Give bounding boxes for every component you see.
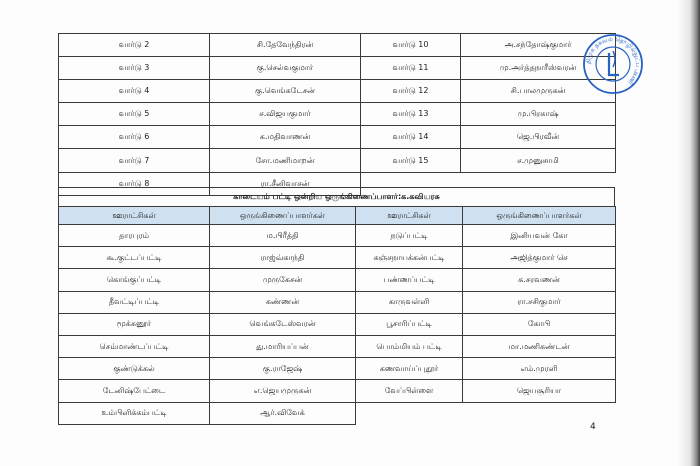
table-cell: து.மாரியப்பன் [210,335,356,357]
table-cell: பண்ணப்பட்டி [356,269,463,291]
table-cell: வார்டு 6 [59,126,210,149]
table-cell: கோபி [463,313,616,335]
header-panchayat-1: ஊராட்சிகள் [59,207,210,225]
table-cell: வெங்கடேஸ்வரன் [210,313,356,335]
table-cell: எ.ஜெயமுருகன் [210,380,356,402]
table-cell: வார்டு 8 [59,172,210,195]
table-cell: கூ.குட்டப்பட்டி [59,247,210,269]
table-cell: கு.செல்வகுமார் [210,57,361,80]
table-cell: சி.பாலமுருகன் [461,80,616,103]
table-cell: கஞ்சநாயக்கன்பட்டி [356,247,463,269]
table-cell: பூசாரிப்பட்டி [356,313,463,335]
header-coordinator-2: ஒருங்கிணைப்பாளர்கள் [463,207,616,225]
table-cell: டேனிஷ்பேட்டை [59,380,210,402]
official-seal-stamp [582,33,644,95]
table-cell: ம.பிரீத்தி [210,225,356,247]
panchayat-row [59,380,616,402]
table-cell: முருகேசன் [210,269,356,291]
panchayat-coordinators-table [58,206,616,425]
table-cell: ச.விஜயகுமார் [210,103,361,126]
table-cell: வார்டு 15 [361,149,461,172]
table-cell: ஜெயசூரியா [463,380,616,402]
table-cell: வார்டு 11 [361,57,461,80]
page-edge-shadow [678,0,700,466]
table-cell: இனியவன் கோ [463,225,616,247]
ward-row [59,126,616,149]
table-cell: மூக்கனூர் [59,313,210,335]
table-cell: தீவட்டிப்பட்டி [59,291,210,313]
table-cell: நடுப்பட்டி [356,225,463,247]
header-coordinator-1: ஒருங்கிணைப்பாளர்கள் [210,207,356,225]
table-cell: வார்டு 5 [59,103,210,126]
table-cell: மா.மணிகண்டன் [463,335,616,357]
table-cell: உம்பிளிக்கம்பட்டி [59,402,210,424]
panchayat-row [59,313,616,335]
ward-row [59,34,616,57]
table-cell: கு.வெங்கடேசன் [210,80,361,103]
table-cell: பொம்மியம் பட்டி [356,335,463,357]
ward-row [59,80,616,103]
table-cell: வார்டு 12 [361,80,461,103]
ward-row [59,103,616,126]
table-cell: ச.முனுசாமி [461,149,616,172]
panchayat-row [59,335,616,357]
ward-coordinators-table [58,33,616,196]
panchayat-row [59,225,616,247]
panchayat-row [59,269,616,291]
header-panchayat-2: ஊராட்சிகள் [356,207,463,225]
table-cell: அ.சந்தோஷ்குமார் [461,34,616,57]
panchayat-row [59,402,616,424]
table-cell: வார்டு 4 [59,80,210,103]
table-cell: தாரபுரம் [59,225,210,247]
table-cell: ஜெ.பிரவீன் [461,126,616,149]
table-cell: காருவள்ளி [356,291,463,313]
svg-text:திமுக தகவல் தொழில்நுட்ப அணி: திமுக தகவல் தொழில்நுட்ப அணி [584,35,642,86]
table-cell: சோ.மணிமாறன் [210,149,361,172]
panchayat-row [59,291,616,313]
table-cell: வார்டு 14 [361,126,461,149]
ward-row [59,57,616,80]
table-cell: மு.அர்த்தநாரீஸ்வரன் [461,57,616,80]
table-cell: க.மதிவாணன் [210,126,361,149]
table-cell: வேப்பிள்ளை [356,380,463,402]
page-number: 4 [590,422,596,432]
panchayat-row [59,358,616,380]
table-cell: கொங்குப்பட்டி [59,269,210,291]
table-cell: வார்டு 10 [361,34,461,57]
table-cell: வார்டு 3 [59,57,210,80]
table-cell: கண்ணன் [210,291,356,313]
panchayat-row [59,247,616,269]
table-cell: வார்டு 13 [361,103,461,126]
table-cell: வார்டு 2 [59,34,210,57]
table-cell: எம்.முரளி [463,358,616,380]
table-cell: குண்டுக்கல் [59,358,210,380]
panchayat-table-title: காடையம் பட்டி ஒன்றிய ஒருங்கிணைப்பாளர்:க.கவியரசு [58,187,615,206]
table-cell: செம்மாண்டப்பட்டி [59,335,210,357]
table-cell: மு.பிரகாஷ் [461,103,616,126]
table-cell: அஜித்குமார் செ [463,247,616,269]
panchayat-header-row [59,207,616,225]
table-cell: வார்டு 7 [59,149,210,172]
table-cell: ராஜ்வ்காந்தி [210,247,356,269]
table-cell: ரா.சசிகுமார் [463,291,616,313]
table-cell: ஆர்.விவேக் [210,402,356,424]
table-cell: ரா.சீனிவாசன் [210,172,361,195]
panchayat-coordinators-section [58,187,615,425]
ward-row [59,149,616,172]
table-cell: க.சரவணன் [463,269,616,291]
table-cell: கணவாய்ப்புதூர் [356,358,463,380]
table-cell: சி.தேவேந்திரன் [210,34,361,57]
table-cell: கு.ராஜேஷ் [210,358,356,380]
